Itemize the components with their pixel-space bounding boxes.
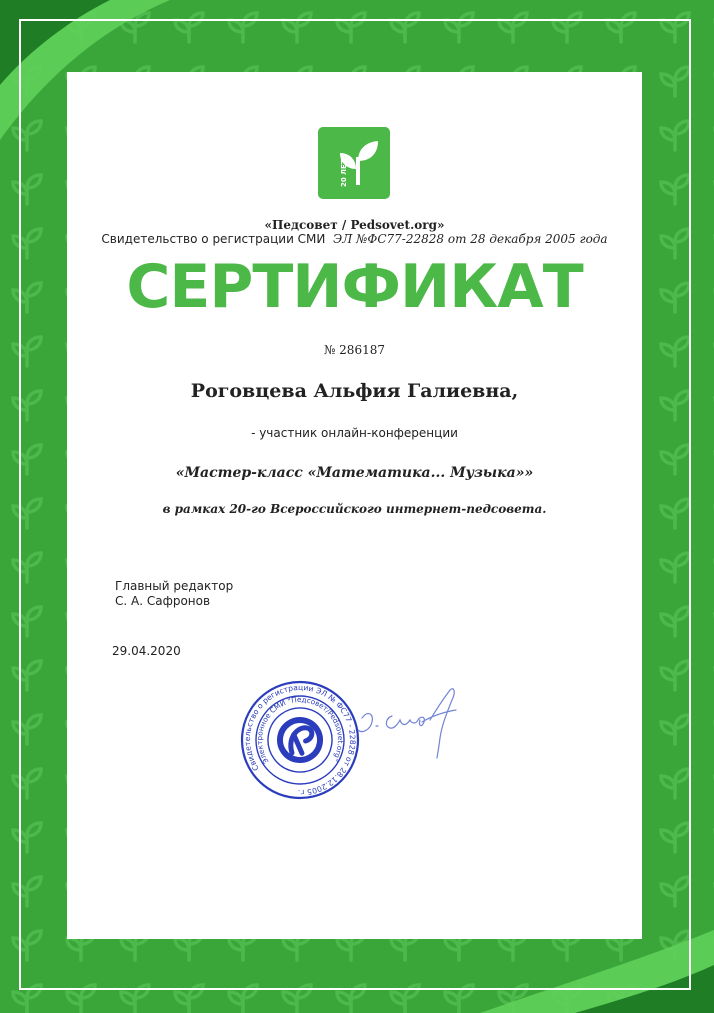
registration-line bbox=[67, 232, 642, 246]
recipient-name: Роговцева Альфия Галиевна, bbox=[190, 380, 519, 402]
organization-name: «Педсовет / Pedsovet.org» bbox=[264, 218, 445, 232]
registration-prefix: Свидетельство о регистрации СМИ bbox=[101, 232, 326, 246]
logo-years-text: 20 ЛЕТ bbox=[340, 159, 348, 187]
stamp-inner-text: Электронное СМИ "Педсовет/Pedsovet.org" bbox=[254, 694, 346, 766]
editor-signature bbox=[352, 680, 467, 765]
signatory-title: Главный редактор bbox=[115, 579, 234, 593]
signatory-name: С. А. Сафронов bbox=[115, 594, 211, 608]
event-context: в рамках 20-го Всероссийского интернет-педсовета. bbox=[162, 502, 547, 516]
certificate-title: СЕРТИФИКАТ bbox=[126, 252, 583, 322]
issue-date: 29.04.2020 bbox=[112, 644, 181, 658]
certificate-number: № 286187 bbox=[324, 343, 385, 357]
sprout-logo-icon bbox=[318, 127, 390, 199]
participant-role: - участник онлайн-конференции bbox=[251, 426, 458, 440]
round-seal-stamp-icon bbox=[240, 680, 360, 800]
stamp-outer-text: Свидетельство о регистрации ЭЛ № ФС77 - 22828 от 28.12.2005 г. bbox=[242, 682, 358, 798]
certificate-paper bbox=[67, 72, 642, 939]
event-name: «Мастер-класс «Математика... Музыка»» bbox=[175, 465, 534, 481]
registration-number: ЭЛ №ФС77-22828 от 28 декабря 2005 года bbox=[333, 232, 608, 246]
